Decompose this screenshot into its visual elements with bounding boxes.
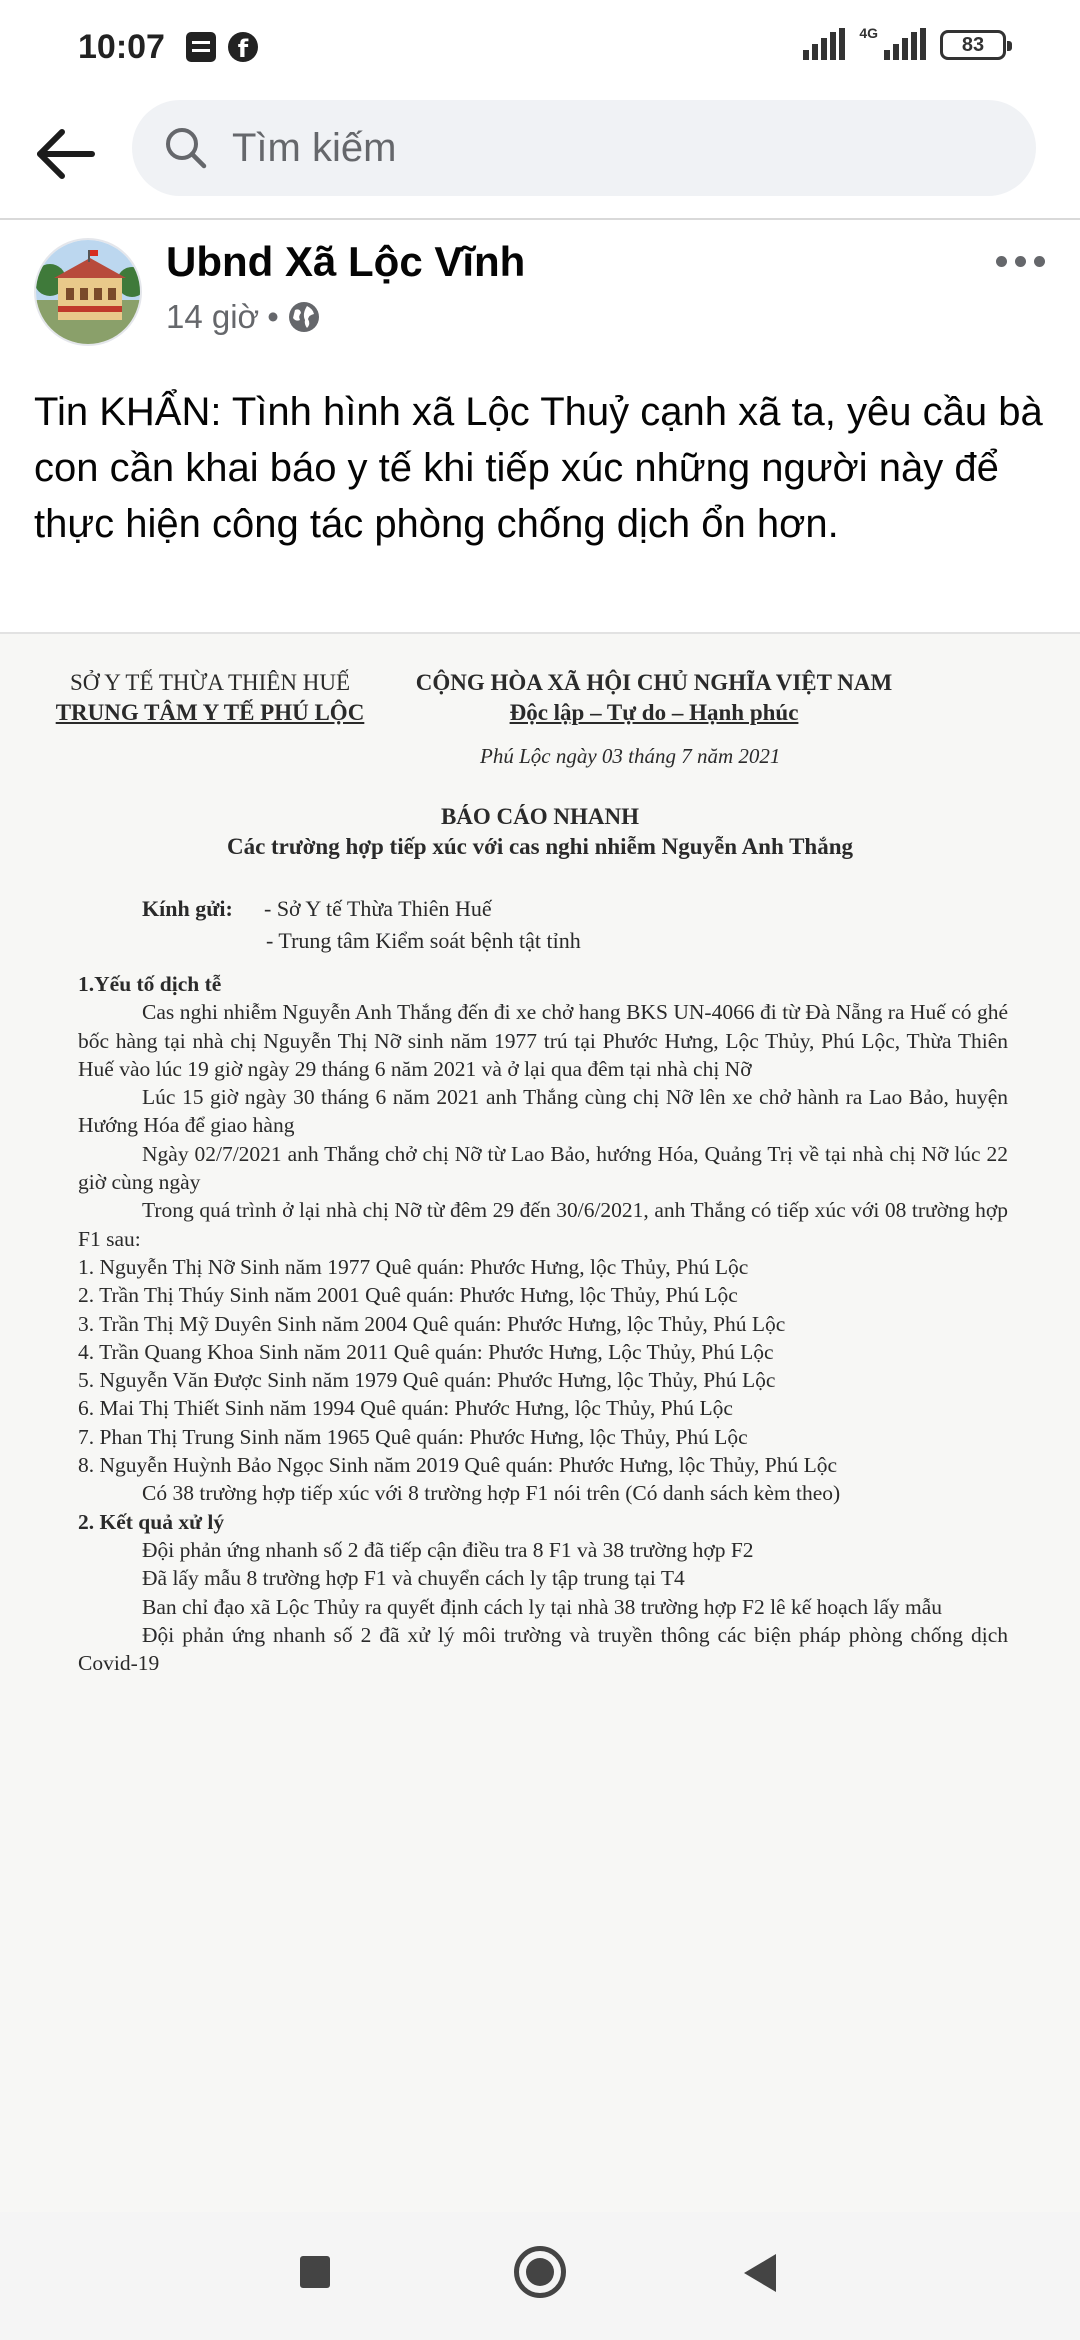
doc-paragraph: Đội phản ứng nhanh số 2 đã tiếp cận điều tra 8 F1 và 38 trường hợp F2 bbox=[142, 1537, 754, 1562]
page-name[interactable]: Ubnd Xã Lộc Vĩnh bbox=[166, 238, 526, 285]
doc-list-item: 6. Mai Thị Thiết Sinh năm 1994 Quê quán: Phước Hưng, lộc Thủy, Phú Lộc bbox=[78, 1396, 733, 1421]
avatar[interactable] bbox=[34, 238, 142, 346]
post-time[interactable]: 14 giờ bbox=[166, 298, 260, 335]
doc-list-item: 7. Phan Thị Trung Sinh năm 1965 Quê quán: Phước Hưng, lộc Thủy, Phú Lộc bbox=[78, 1424, 748, 1449]
doc-list-item: 4. Trần Quang Khoa Sinh năm 2011 Quê quán: Phước Hưng, Lộc Thủy, Phú Lộc bbox=[78, 1339, 774, 1364]
doc-title: BÁO CÁO NHANH bbox=[440, 804, 640, 829]
doc-header-left-1: SỞ Y TẾ THỪA THIÊN HUẾ bbox=[70, 670, 350, 695]
post-meta bbox=[166, 298, 321, 336]
search-header bbox=[0, 96, 1080, 220]
page-avatar-image bbox=[36, 240, 142, 346]
status-indicators bbox=[803, 26, 1006, 60]
search-placeholder: Tìm kiếm bbox=[232, 126, 397, 170]
doc-section-1: 1.Yếu tố dịch tễ bbox=[78, 972, 222, 996]
network-type-label: 4G bbox=[859, 25, 878, 41]
doc-paragraph: Có 38 trường hợp tiếp xúc với 8 trường hợp F1 nói trên (Có danh sách kèm theo) bbox=[142, 1481, 841, 1506]
more-horizontal-icon bbox=[996, 256, 1007, 267]
system-back-button[interactable] bbox=[744, 2254, 776, 2292]
doc-recipient-label: Kính gửi: bbox=[142, 896, 233, 921]
status-notifications bbox=[186, 32, 258, 62]
doc-section-2: 2. Kết quả xử lý bbox=[78, 1509, 225, 1534]
message-notification-icon bbox=[186, 32, 216, 62]
doc-list-item: 3. Trần Thị Mỹ Duyên Sinh năm 2004 Quê quán: Phước Hưng, lộc Thủy, Phú Lộc bbox=[78, 1311, 786, 1336]
globe-icon bbox=[287, 300, 321, 334]
search-input[interactable] bbox=[132, 100, 1036, 196]
facebook-notification-icon: f bbox=[228, 32, 258, 62]
doc-paragraph: Đội phản ứng nhanh số 2 đã xử lý môi trường và truyền thông các biện pháp phòng chống dịch Covid-19 bbox=[78, 1622, 1008, 1676]
status-bar bbox=[0, 0, 1080, 96]
system-nav-bar bbox=[0, 2212, 1080, 2340]
search-icon bbox=[162, 124, 210, 172]
back-button[interactable] bbox=[30, 118, 102, 190]
doc-subtitle: Các trường hợp tiếp xúc với cas nghi nhiễm Nguyễn Anh Thắng bbox=[226, 834, 854, 859]
recent-apps-button[interactable] bbox=[300, 2256, 330, 2288]
doc-paragraph: Ngày 02/7/2021 anh Thắng chở chị Nỡ từ Lao Bảo, hướng Hóa, Quảng Trị về tại nhà chị Nỡ lúc 22 giờ cùng ngày bbox=[78, 1141, 1008, 1195]
post-image-document[interactable] bbox=[0, 632, 1080, 2212]
doc-header-left-2: TRUNG TÂM Y TẾ PHÚ LỘC bbox=[55, 700, 365, 725]
doc-paragraph: Trong quá trình ở lại nhà chị Nỡ từ đêm 29 đến 30/6/2021, anh Thắng có tiếp xúc với 08 trường hợp F1 sau: bbox=[78, 1198, 1008, 1251]
doc-list-item: 1. Nguyễn Thị Nỡ Sinh năm 1977 Quê quán: Phước Hưng, lộc Thủy, Phú Lộc bbox=[78, 1254, 749, 1279]
doc-paragraph: Cas nghi nhiễm Nguyễn Anh Thắng đến đi xe chở hang BKS UN-4066 đi từ Đà Nẵng ra Huế có ghé bốc hàng tại nhà chị Nguyễn Thị Nỡ sinh năm 1977 trú tại Phước Hưng, Lộc Thủy, Phú Lộc, Thừa Thiên Huế vào lúc 19 giờ ngày 29 tháng 6 năm 2021 và ở lại qua đêm tại nhà chị Nỡ bbox=[78, 1000, 1008, 1081]
post-card bbox=[0, 222, 1080, 2212]
status-time: 10:07 bbox=[78, 28, 165, 66]
more-options-button[interactable] bbox=[990, 246, 1050, 276]
meta-separator: • bbox=[267, 298, 279, 335]
doc-recipient-2: - Trung tâm Kiểm soát bệnh tật tỉnh bbox=[266, 928, 581, 953]
doc-paragraph: Đã lấy mẫu 8 trường hợp F1 và chuyển cách ly tập trung tại T4 bbox=[142, 1566, 685, 1591]
doc-paragraph: Ban chỉ đạo xã Lộc Thủy ra quyết định cách ly tại nhà 38 trường hợp F2 lê kế hoạch lấy mẫu bbox=[142, 1594, 943, 1619]
battery-icon: 83 bbox=[940, 30, 1006, 60]
doc-list-item: 8. Nguyễn Huỳnh Bảo Ngọc Sinh năm 2019 Quê quán: Phước Hưng, lộc Thủy, Phú Lộc bbox=[78, 1453, 838, 1478]
doc-date: Phú Lộc ngày 03 tháng 7 năm 2021 bbox=[480, 744, 781, 768]
wifi-signal-icon bbox=[803, 26, 845, 60]
home-button[interactable] bbox=[514, 2246, 566, 2298]
doc-recipient-1: - Sở Y tế Thừa Thiên Huế bbox=[264, 896, 492, 921]
doc-paragraph: Lúc 15 giờ ngày 30 tháng 6 năm 2021 anh Thắng cùng chị Nỡ lên xe chở hành ra Lao Bảo, huyện Hướng Hóa để giao hàng bbox=[78, 1085, 1008, 1138]
doc-header-right-1: CỘNG HÒA XÃ HỘI CHỦ NGHĨA VIỆT NAM bbox=[415, 670, 893, 695]
doc-header-left bbox=[40, 668, 380, 728]
post-text: Tin KHẨN: Tình hình xã Lộc Thuỷ cạnh xã ta, yêu cầu bà con cần khai báo y tế khi tiếp xúc những người này để thực hiện công tác phòng chống dịch ổn hơn. bbox=[34, 390, 1043, 546]
doc-list-item: 5. Nguyễn Văn Được Sinh năm 1979 Quê quán: Phước Hưng, lộc Thủy, Phú Lộc bbox=[78, 1368, 776, 1393]
cell-signal-icon bbox=[884, 26, 926, 60]
doc-header-right-2: Độc lập – Tự do – Hạnh phúc bbox=[509, 700, 799, 725]
doc-body bbox=[78, 970, 1008, 1677]
doc-list-item: 2. Trần Thị Thúy Sinh năm 2001 Quê quán: Phước Hưng, lộc Thủy, Phú Lộc bbox=[78, 1283, 738, 1308]
doc-header-right bbox=[394, 668, 914, 728]
arrow-left-icon bbox=[30, 118, 102, 190]
